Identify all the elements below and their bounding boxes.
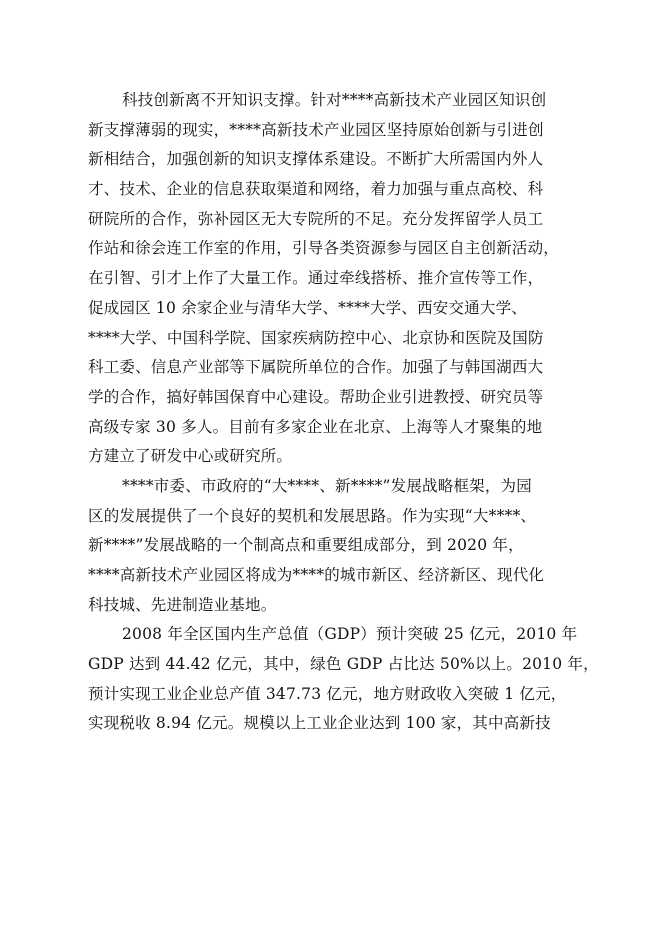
text-line: 新支撑薄弱的现实，****高新技术产业园区坚持原始创新与引进创 [88, 120, 544, 139]
paragraph-development-strategy [88, 472, 588, 620]
text-line: 2008 年全区国内生产总值（GDP）预计突破 25 亿元，2010 年 [122, 625, 578, 644]
text-line: 促成园区 10 余家企业与清华大学、****大学、西安交通大学、 [88, 298, 527, 317]
text-line: ****高新技术产业园区将成为****的城市新区、经济新区、现代化 [88, 566, 545, 584]
text-line: 研院所的合作，弥补园区无大专院所的不足。充分发挥留学人员工 [88, 209, 544, 228]
text-line: 才、技术、企业的信息获取渠道和网络，着力加强与重点高校、科 [88, 180, 544, 199]
paragraph-knowledge-support [88, 86, 588, 472]
text-line: ****市委、市政府的“大****、新****”发展战略框架，为园 [122, 476, 532, 495]
text-line: 新相结合，加强创新的知识支撑体系建设。不断扩大所需国内外人 [88, 150, 544, 169]
text-line: 高级专家 30 多人。目前有多家企业在北京、上海等人才聚集的地 [88, 417, 543, 436]
text-line: 方建立了研发中心或研究所。 [88, 447, 293, 466]
text-line: 在引智、引才上作了大量工作。通过牵线搭桥、推介宣传等工作， [88, 269, 544, 288]
paragraph-economic-indicators [88, 620, 599, 739]
document-body [88, 86, 599, 739]
text-line: 预计实现工业企业总产值 347.73 亿元，地方财政收入突破 1 亿元， [88, 684, 567, 703]
text-line: 科技创新离不开知识支撑。针对****高新技术产业园区知识创 [122, 91, 547, 109]
text-line: 区的发展提供了一个良好的契机和发展思路。作为实现“大****、 [88, 506, 537, 525]
text-line: ****大学、中国科学院、国家疾病防控中心、北京协和医院及国防 [88, 328, 544, 347]
text-line: 科工委、信息产业部等下属院所单位的合作。加强了与韩国湖西大 [88, 358, 544, 377]
text-line: 新****”发展战略的一个制高点和重要组成部分，到 2020 年， [88, 536, 524, 555]
text-line: 实现税收 8.94 亿元。规模以上工业企业达到 100 家，其中高新技 [88, 714, 551, 733]
text-line: 作站和徐会连工作室的作用，引导各类资源参与园区自主创新活动， [88, 239, 560, 258]
text-line: GDP 达到 44.42 亿元，其中，绿色 GDP 占比达 50%以上。2010 年， [88, 655, 599, 674]
text-line: 学的合作，搞好韩国保育中心建设。帮助企业引进教授、研究员等 [88, 387, 544, 406]
text-line: 科技城、先进制造业基地。 [88, 595, 277, 614]
